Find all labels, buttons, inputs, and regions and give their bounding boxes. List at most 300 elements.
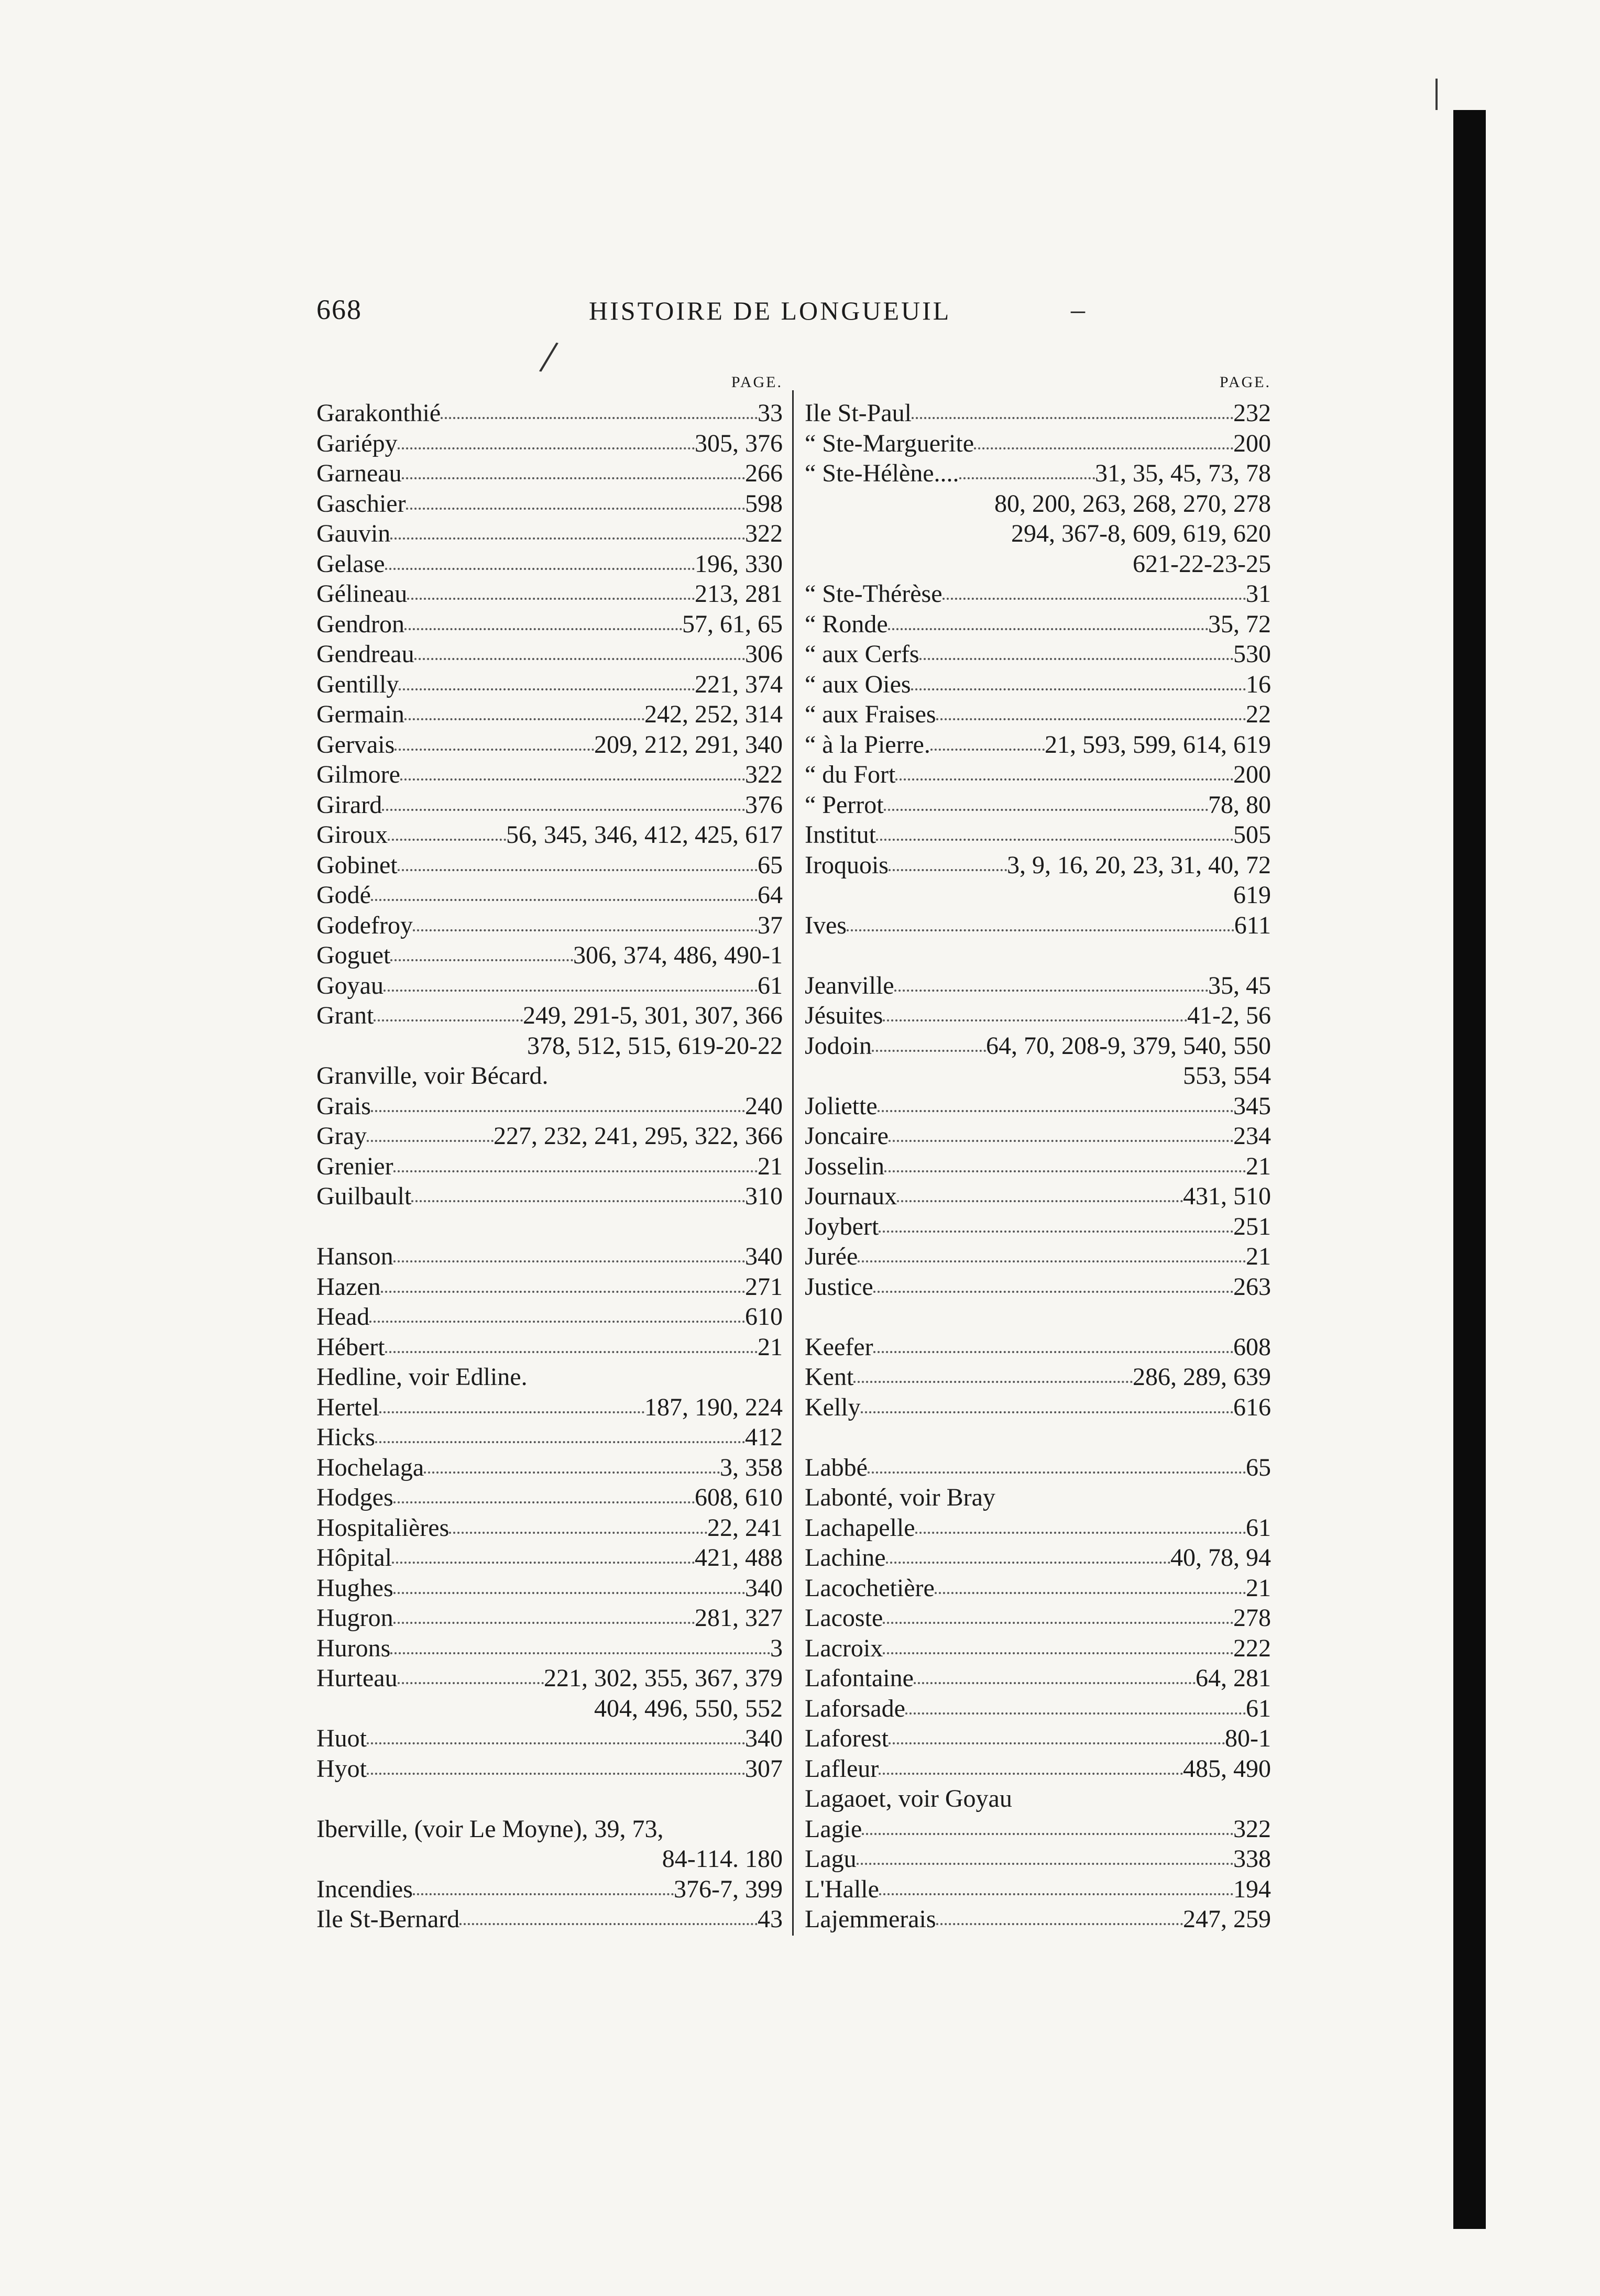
index-entry bbox=[316, 1001, 783, 1031]
entry-pages: 213, 281 bbox=[695, 580, 783, 608]
entry-name: Hospitalières bbox=[316, 1513, 450, 1542]
entry-name: Jurée bbox=[805, 1243, 858, 1270]
index-entry bbox=[805, 1031, 1271, 1061]
entry-name: Grenier bbox=[316, 1152, 393, 1180]
dot-leader bbox=[367, 1754, 745, 1775]
entry-pages: 31 bbox=[1246, 580, 1271, 608]
index-entry bbox=[805, 1121, 1271, 1151]
dot-leader bbox=[883, 1603, 1233, 1624]
dot-leader bbox=[404, 609, 682, 630]
index-entry bbox=[316, 1814, 783, 1844]
dot-leader bbox=[424, 1453, 720, 1474]
dot-leader bbox=[398, 850, 758, 871]
index-entry bbox=[316, 398, 783, 429]
scan-border-bar bbox=[1453, 110, 1486, 2229]
dot-leader bbox=[873, 1272, 1233, 1293]
dot-leader bbox=[894, 971, 1208, 992]
entry-pages: 84-114. 180 bbox=[662, 1845, 783, 1873]
dot-leader bbox=[889, 1121, 1233, 1142]
dot-leader bbox=[381, 1272, 745, 1293]
index-entry bbox=[805, 1513, 1271, 1543]
dot-leader bbox=[390, 940, 573, 961]
entry-name: Gray bbox=[316, 1122, 367, 1150]
entry-pages: 232 bbox=[1233, 399, 1271, 427]
entry-pages: 378, 512, 515, 619-20-22 bbox=[527, 1031, 783, 1060]
entry-pages: 21 bbox=[1246, 1152, 1271, 1180]
index-entry bbox=[805, 940, 1271, 971]
entry-pages: 3, 358 bbox=[720, 1453, 783, 1481]
entry-pages: 616 bbox=[1233, 1393, 1271, 1421]
entry-pages: 619 bbox=[1233, 881, 1271, 909]
index-entry bbox=[316, 880, 783, 910]
dot-leader bbox=[889, 850, 1007, 871]
dot-leader bbox=[385, 549, 695, 570]
entry-pages: 251 bbox=[1233, 1212, 1271, 1240]
index-entry bbox=[805, 699, 1271, 730]
dot-leader bbox=[374, 1001, 523, 1021]
index-entry bbox=[316, 971, 783, 1001]
entry-name: Jodoin bbox=[805, 1031, 872, 1060]
page-column-heading: PAGE. bbox=[731, 373, 783, 391]
entry-pages: 340 bbox=[745, 1574, 783, 1602]
entry-pages: 64, 281 bbox=[1196, 1664, 1271, 1692]
index-entry bbox=[316, 699, 783, 730]
entry-pages: 247, 259 bbox=[1183, 1905, 1271, 1933]
entry-name: Hébert bbox=[316, 1333, 385, 1361]
dot-leader bbox=[847, 910, 1234, 931]
entry-pages: 61 bbox=[1246, 1513, 1271, 1542]
index-column-right bbox=[805, 367, 1271, 1935]
index-entry bbox=[316, 1513, 783, 1543]
entry-name: Gariépy bbox=[316, 429, 398, 457]
dot-leader bbox=[889, 1723, 1225, 1744]
page-header bbox=[316, 293, 1270, 335]
entry-name: Lachapelle bbox=[805, 1513, 915, 1542]
entry-name: Germain bbox=[316, 700, 404, 728]
entry-pages: 421, 488 bbox=[695, 1544, 783, 1572]
dot-leader bbox=[879, 1754, 1183, 1775]
entry-pages: 310 bbox=[745, 1182, 783, 1210]
dot-leader bbox=[379, 1392, 644, 1413]
entry-pages: 376 bbox=[745, 790, 783, 819]
index-entry bbox=[805, 1272, 1271, 1302]
entry-pages: 278 bbox=[1233, 1604, 1271, 1632]
entry-name: Gauvin bbox=[316, 520, 391, 547]
dot-leader bbox=[911, 669, 1246, 690]
dot-leader bbox=[888, 609, 1208, 630]
index-entry bbox=[805, 1332, 1271, 1363]
entry-name: Lacroix bbox=[805, 1634, 883, 1662]
index-entry bbox=[805, 1362, 1271, 1392]
entry-name: Joliette bbox=[805, 1092, 878, 1120]
index-entry bbox=[316, 790, 783, 820]
index-entry bbox=[316, 1392, 783, 1423]
index-entry bbox=[805, 1814, 1271, 1844]
entry-name: “ à la Pierre. bbox=[805, 730, 930, 759]
entry-name: Hôpital bbox=[316, 1544, 392, 1572]
dot-leader bbox=[959, 458, 1095, 479]
entry-pages: 37 bbox=[758, 911, 783, 939]
entry-name: Lachine bbox=[805, 1544, 886, 1572]
entry-pages: 404, 496, 550, 552 bbox=[594, 1694, 783, 1722]
dot-leader bbox=[399, 669, 695, 690]
entry-name: Godefroy bbox=[316, 911, 413, 939]
index-entry bbox=[805, 1723, 1271, 1754]
dot-leader bbox=[861, 1392, 1233, 1413]
entry-pages: 200 bbox=[1233, 429, 1271, 457]
dot-leader bbox=[406, 489, 745, 510]
entry-name: Institut bbox=[805, 821, 876, 849]
entry-name: Hicks bbox=[316, 1423, 375, 1451]
entry-name: Gentilly bbox=[316, 670, 399, 698]
entry-pages: 266 bbox=[745, 459, 783, 487]
entry-name: Huot bbox=[316, 1724, 367, 1752]
entry-pages: 64 bbox=[758, 881, 783, 909]
index-entry bbox=[805, 1242, 1271, 1272]
entry-name: Jésuites bbox=[805, 1002, 883, 1029]
entry-pages: 505 bbox=[1233, 821, 1271, 849]
entry-pages: 271 bbox=[745, 1272, 783, 1301]
index-entry bbox=[316, 1031, 783, 1061]
entry-pages: 35, 45 bbox=[1208, 971, 1271, 999]
entry-pages: 340 bbox=[745, 1724, 783, 1752]
dot-leader bbox=[919, 639, 1233, 660]
stray-mark: / bbox=[536, 330, 561, 384]
index-entry bbox=[316, 489, 783, 519]
dot-leader bbox=[915, 1513, 1246, 1534]
entry-pages: 305, 376 bbox=[695, 429, 783, 457]
dot-leader bbox=[873, 1332, 1233, 1353]
index-entry bbox=[805, 880, 1271, 910]
index-entry bbox=[316, 1422, 783, 1453]
entry-name: Incendies bbox=[316, 1875, 413, 1903]
index-entry bbox=[805, 1573, 1271, 1603]
entry-name: Lagaoet, voir Goyau bbox=[805, 1785, 1012, 1812]
entry-name: Hedline, voir Edline. bbox=[316, 1363, 528, 1391]
entry-pages: 431, 510 bbox=[1183, 1182, 1271, 1210]
entry-pages: 221, 374 bbox=[695, 670, 783, 698]
entry-name: Kelly bbox=[805, 1393, 861, 1421]
index-entry bbox=[805, 1181, 1271, 1212]
page-edge-mark bbox=[1435, 79, 1438, 110]
entry-name: Grais bbox=[316, 1092, 371, 1120]
entry-name: Hyot bbox=[316, 1754, 367, 1783]
entry-pages: 3, 9, 16, 20, 23, 31, 40, 72 bbox=[1007, 851, 1271, 879]
entry-pages: 16 bbox=[1246, 670, 1271, 698]
entry-name: Labbé bbox=[805, 1453, 868, 1481]
index-entry bbox=[805, 398, 1271, 429]
entry-pages: 306 bbox=[745, 640, 783, 668]
dot-leader bbox=[878, 1091, 1233, 1112]
dot-leader bbox=[402, 458, 745, 479]
entry-name: Hodges bbox=[316, 1484, 393, 1511]
entry-pages: 338 bbox=[1233, 1845, 1271, 1873]
dot-leader bbox=[872, 1031, 986, 1052]
entry-name: Gaschier bbox=[316, 489, 406, 518]
index-entry bbox=[316, 1121, 783, 1151]
dot-leader bbox=[879, 1212, 1233, 1233]
dot-leader bbox=[382, 790, 745, 811]
dot-leader bbox=[876, 820, 1233, 841]
index-entry bbox=[805, 519, 1271, 549]
index-entry bbox=[805, 458, 1271, 489]
entry-name: Head bbox=[316, 1303, 370, 1331]
entry-name: “ du Fort bbox=[805, 761, 896, 788]
index-entry bbox=[316, 1543, 783, 1573]
dot-leader bbox=[371, 880, 758, 901]
index-entry bbox=[805, 971, 1271, 1001]
entry-name: Gendron bbox=[316, 610, 404, 638]
entry-pages: 286, 289, 639 bbox=[1133, 1363, 1271, 1391]
entry-pages: 21 bbox=[758, 1333, 783, 1361]
entry-pages: 263 bbox=[1233, 1272, 1271, 1301]
entry-name: Guilbault bbox=[316, 1182, 412, 1210]
dot-leader bbox=[393, 1482, 695, 1503]
entry-name: Goguet bbox=[316, 941, 391, 969]
entry-pages: 21 bbox=[758, 1152, 783, 1180]
index-entry bbox=[316, 579, 783, 609]
entry-pages: 234 bbox=[1233, 1122, 1271, 1150]
index-entry bbox=[805, 1844, 1271, 1874]
entry-name: L'Halle bbox=[805, 1875, 879, 1903]
entry-pages: 33 bbox=[758, 399, 783, 427]
column-divider bbox=[792, 390, 794, 1936]
index-entry bbox=[805, 1151, 1271, 1182]
index-entry bbox=[316, 669, 783, 700]
index-entry bbox=[805, 1663, 1271, 1694]
index-entry bbox=[316, 1603, 783, 1633]
dot-leader bbox=[400, 760, 745, 781]
dot-leader bbox=[449, 1513, 707, 1534]
index-entry bbox=[316, 1844, 783, 1874]
entry-pages: 196, 330 bbox=[695, 550, 783, 578]
dot-leader bbox=[886, 1543, 1170, 1564]
index-entry bbox=[805, 1603, 1271, 1633]
index-entry bbox=[316, 1784, 783, 1814]
page-number: 668 bbox=[316, 294, 362, 325]
entry-name: Keefer bbox=[805, 1333, 873, 1361]
entry-pages: 294, 367-8, 609, 619, 620 bbox=[1011, 520, 1271, 547]
entry-name: Hertel bbox=[316, 1393, 379, 1421]
index-entry bbox=[805, 1091, 1271, 1122]
dot-leader bbox=[897, 1181, 1183, 1202]
dot-leader bbox=[407, 579, 695, 600]
entry-name: Girard bbox=[316, 790, 382, 819]
dot-leader bbox=[414, 639, 745, 660]
index-entry bbox=[316, 730, 783, 760]
entry-pages: 57, 61, 65 bbox=[682, 610, 783, 638]
entry-name: “ Perrot bbox=[805, 790, 884, 819]
entry-name: “ aux Cerfs bbox=[805, 640, 919, 668]
dot-leader bbox=[390, 1633, 770, 1654]
dot-leader bbox=[388, 820, 506, 841]
dot-leader bbox=[413, 910, 758, 931]
index-entry bbox=[316, 1181, 783, 1212]
dot-leader bbox=[879, 1874, 1233, 1895]
index-entry bbox=[316, 1151, 783, 1182]
entry-pages: 485, 490 bbox=[1183, 1754, 1271, 1783]
index-entry bbox=[805, 1874, 1271, 1905]
dot-leader bbox=[441, 398, 758, 419]
index-entry bbox=[805, 1453, 1271, 1483]
entry-name: Joncaire bbox=[805, 1122, 889, 1150]
entry-pages: 222 bbox=[1233, 1634, 1271, 1662]
index-entry bbox=[316, 1212, 783, 1242]
dot-leader bbox=[459, 1904, 758, 1925]
entry-name: Hanson bbox=[316, 1243, 393, 1270]
entry-name: Lagie bbox=[805, 1815, 862, 1843]
index-entry bbox=[805, 1904, 1271, 1935]
entry-name: Garneau bbox=[316, 459, 402, 487]
entry-pages: 608 bbox=[1233, 1333, 1271, 1361]
index-entry bbox=[805, 1302, 1271, 1332]
page-column-heading: PAGE. bbox=[1219, 373, 1271, 391]
index-entry bbox=[805, 760, 1271, 790]
index-entry bbox=[316, 1061, 783, 1091]
index-entry bbox=[805, 1543, 1271, 1573]
index-entry bbox=[316, 1453, 783, 1483]
entry-name: Hughes bbox=[316, 1574, 393, 1602]
index-entry bbox=[316, 1723, 783, 1754]
dot-leader bbox=[393, 1603, 695, 1624]
entry-pages: 31, 35, 45, 73, 78 bbox=[1095, 459, 1271, 487]
index-entry bbox=[805, 609, 1271, 640]
dot-leader bbox=[858, 1242, 1246, 1262]
entry-name: “ Ste-Hélène.... bbox=[805, 459, 959, 487]
entry-pages: 80-1 bbox=[1225, 1724, 1271, 1752]
index-entry bbox=[316, 458, 783, 489]
dot-leader bbox=[413, 1874, 674, 1895]
entry-pages: 187, 190, 224 bbox=[644, 1393, 783, 1421]
dot-leader bbox=[392, 1543, 695, 1564]
entry-name: Granville, voir Bécard. bbox=[316, 1062, 549, 1090]
entry-pages: 322 bbox=[745, 761, 783, 788]
dot-leader bbox=[936, 699, 1246, 720]
index-entry bbox=[316, 549, 783, 579]
index-entry bbox=[316, 1633, 783, 1664]
entry-pages: 3 bbox=[770, 1634, 783, 1662]
entry-name: Journaux bbox=[805, 1182, 897, 1210]
entry-pages: 322 bbox=[1233, 1815, 1271, 1843]
dot-leader bbox=[393, 1573, 745, 1594]
entry-pages: 22, 241 bbox=[707, 1513, 783, 1542]
index-entry bbox=[316, 910, 783, 941]
entry-name: “ Ste-Thérèse bbox=[805, 580, 943, 608]
dot-leader bbox=[883, 1001, 1187, 1021]
entry-pages: 61 bbox=[758, 971, 783, 999]
entry-name: Gilmore bbox=[316, 761, 400, 788]
index-column-left bbox=[316, 367, 783, 1935]
index-entry bbox=[805, 1482, 1271, 1513]
entry-name: Joybert bbox=[805, 1212, 879, 1240]
dot-leader bbox=[390, 519, 745, 540]
entry-name: “ aux Oies bbox=[805, 670, 911, 698]
entry-name: Ile St-Bernard bbox=[316, 1905, 460, 1933]
index-entry bbox=[316, 1694, 783, 1724]
entry-pages: 61 bbox=[1246, 1694, 1271, 1722]
entry-pages: 376-7, 399 bbox=[674, 1875, 783, 1903]
index-entry bbox=[805, 850, 1271, 881]
index-entry bbox=[316, 1482, 783, 1513]
entry-pages: 340 bbox=[745, 1243, 783, 1270]
index-entry bbox=[805, 669, 1271, 700]
entry-name: Ile St-Paul bbox=[805, 399, 912, 427]
entry-pages: 200 bbox=[1233, 761, 1271, 788]
dot-leader bbox=[375, 1422, 745, 1443]
entry-name: Hurteau bbox=[316, 1664, 398, 1692]
dot-leader bbox=[857, 1844, 1233, 1865]
entry-pages: 194 bbox=[1233, 1875, 1271, 1903]
dot-leader bbox=[367, 1121, 494, 1142]
entry-pages: 345 bbox=[1233, 1092, 1271, 1120]
entry-pages: 240 bbox=[745, 1092, 783, 1120]
entry-name: Lacochetière bbox=[805, 1574, 935, 1602]
dot-leader bbox=[974, 429, 1233, 449]
dot-leader bbox=[943, 579, 1246, 600]
entry-name: Kent bbox=[805, 1363, 854, 1391]
entry-name: Jeanville bbox=[805, 971, 894, 999]
index-entry bbox=[805, 639, 1271, 669]
header-dash: – bbox=[1071, 294, 1086, 325]
entry-pages: 611 bbox=[1234, 911, 1271, 939]
index-entry bbox=[316, 850, 783, 881]
index-entry bbox=[316, 1332, 783, 1363]
index-entry bbox=[316, 639, 783, 669]
entry-name: “ Ste-Marguerite bbox=[805, 429, 974, 457]
index-entry bbox=[805, 1754, 1271, 1784]
index-entry bbox=[316, 940, 783, 971]
entry-name: Grant bbox=[316, 1002, 374, 1029]
dot-leader bbox=[398, 1663, 544, 1684]
index-entry bbox=[316, 1362, 783, 1392]
index-entry bbox=[805, 1212, 1271, 1242]
dot-leader bbox=[411, 1181, 745, 1202]
entry-pages: 307 bbox=[745, 1754, 783, 1783]
index-entry bbox=[805, 1001, 1271, 1031]
index-entry bbox=[805, 1422, 1271, 1453]
dot-leader bbox=[383, 971, 758, 992]
index-entry bbox=[316, 519, 783, 549]
entry-pages: 281, 327 bbox=[695, 1604, 783, 1632]
entry-name: Lajemmerais bbox=[805, 1905, 936, 1933]
entry-name: Gélineau bbox=[316, 580, 408, 608]
entry-name: Lafleur bbox=[805, 1754, 879, 1783]
entry-name: Lafontaine bbox=[805, 1664, 914, 1692]
index-entry bbox=[805, 910, 1271, 941]
index-entry bbox=[805, 1392, 1271, 1423]
index-entry bbox=[805, 429, 1271, 459]
dot-leader bbox=[369, 1302, 745, 1323]
entry-name: “ aux Fraises bbox=[805, 700, 936, 728]
dot-leader bbox=[398, 429, 695, 449]
entry-pages: 608, 610 bbox=[695, 1484, 783, 1511]
dot-leader bbox=[912, 398, 1233, 419]
index-entry bbox=[805, 1633, 1271, 1664]
entry-name: Garakonthié bbox=[316, 399, 441, 427]
entry-name: Hazen bbox=[316, 1272, 381, 1301]
dot-leader bbox=[930, 730, 1045, 751]
entry-name: Iberville, (voir Le Moyne), 39, 73, bbox=[316, 1815, 664, 1843]
entry-pages: 598 bbox=[745, 489, 783, 518]
entry-name: Justice bbox=[805, 1272, 873, 1301]
entry-pages: 56, 345, 346, 412, 425, 617 bbox=[506, 821, 783, 849]
entry-pages: 412 bbox=[745, 1423, 783, 1451]
entry-pages: 41-2, 56 bbox=[1187, 1002, 1271, 1029]
index-entry bbox=[805, 730, 1271, 760]
entry-pages: 221, 302, 355, 367, 379 bbox=[544, 1664, 783, 1692]
entry-name: Josselin bbox=[805, 1152, 885, 1180]
entry-pages: 322 bbox=[745, 520, 783, 547]
